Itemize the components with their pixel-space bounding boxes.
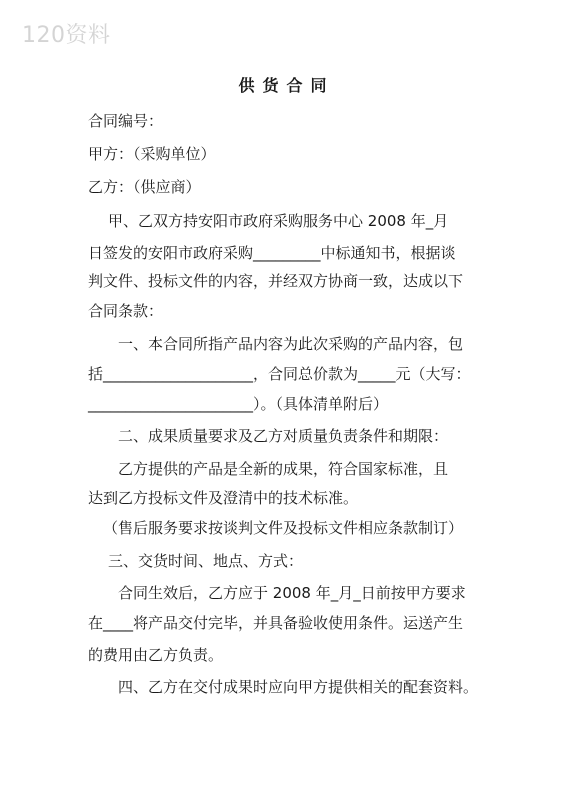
clause1-line-2: 括____________________，合同总价款为_____元（大写：: [88, 365, 471, 383]
clause3-line-2: 在____将产品交付完毕，并具备验收使用条件。运送产生: [88, 614, 464, 632]
contract-number-label: 合同编号：: [88, 112, 164, 130]
clause3-heading: 三、交货时间、地点、方式：: [108, 552, 304, 570]
intro-line-1: 甲、乙双方持安阳市政府采购服务中心 2008 年_月: [108, 212, 449, 230]
watermark: 120资料: [22, 23, 111, 48]
intro-line-2: 日签发的安阳市政府采购_________中标通知书，根据谈: [88, 244, 456, 262]
document-title: 供货合同: [238, 76, 335, 95]
intro-line-3: 判文件、投标文件的内容，并经双方协商一致，达成以下: [88, 272, 464, 290]
party-a-line: 甲方：（采购单位）: [88, 145, 216, 163]
after-sales-note: （售后服务要求按谈判文件及投标文件相应条款制订）: [103, 519, 464, 537]
intro-line-4: 合同条款：: [88, 302, 164, 320]
clause2-heading: 二、成果质量要求及乙方对质量负责条件和期限：: [118, 427, 449, 445]
clause3-line-3: 的费用由乙方负责。: [88, 646, 224, 664]
clause3-line-1: 合同生效后，乙方应于 2008 年_月_日前按甲方要求: [118, 584, 466, 602]
party-b-line: 乙方：（供应商）: [88, 178, 201, 196]
clause1-line-1: 一、本合同所指产品内容为此次采购的产品内容，包: [118, 335, 464, 353]
clause2-line-1: 乙方提供的产品是全新的成果，符合国家标准，且: [118, 460, 449, 478]
clause2-line-2: 达到乙方投标文件及澄清中的技术标准。: [88, 489, 359, 507]
clause1-line-3: ______________________）。（具体清单附后）: [88, 395, 389, 413]
clause4-line: 四、乙方在交付成果时应向甲方提供相关的配套资料。: [118, 678, 479, 696]
